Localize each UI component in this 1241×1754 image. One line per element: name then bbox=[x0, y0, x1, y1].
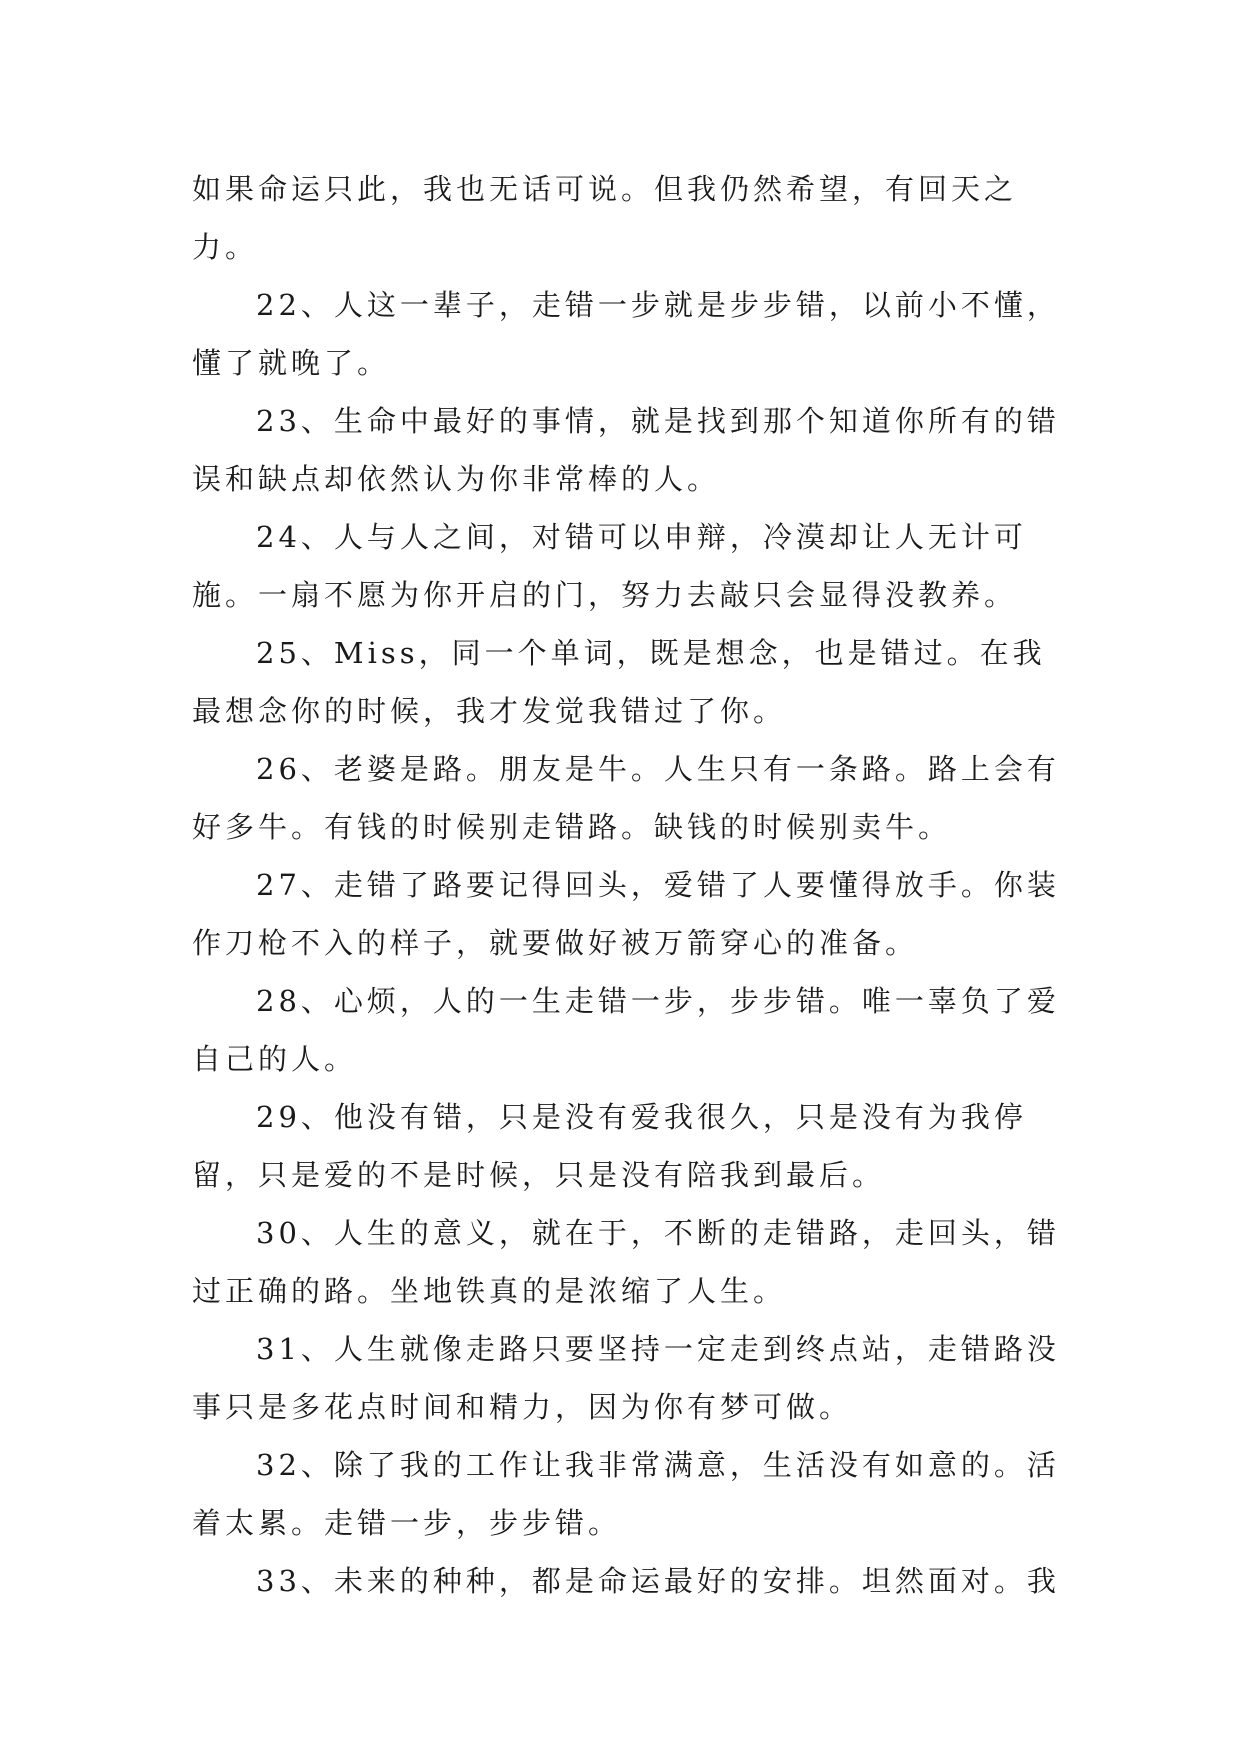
paragraph-29: 29、他没有错，只是没有爱我很久，只是没有为我停留，只是爱的不是时候，只是没有陪我到最后。 bbox=[192, 1100, 1027, 1192]
paragraph-24: 24、人与人之间，对错可以申辩，冷漠却让人无计可施。一扇不愿为你开启的门，努力去敲只会显得没教养。 bbox=[192, 520, 1027, 612]
paragraph-33: 33、未来的种种，都是命运最好的安排。坦然面对。我 bbox=[256, 1564, 1060, 1598]
paragraph-continuation: 如果命运只此，我也无话可说。但我仍然希望，有回天之力。 bbox=[192, 172, 1018, 264]
paragraph-26: 26、老婆是路。朋友是牛。人生只有一条路。路上会有好多牛。有钱的时候别走错路。缺钱的时候别卖牛。 bbox=[192, 752, 1060, 844]
paragraph-27: 27、走错了路要记得回头，爱错了人要懂得放手。你装作刀枪不入的样子，就要做好被万箭穿心的准备。 bbox=[192, 868, 1060, 960]
paragraph-30: 30、人生的意义，就在于，不断的走错路，走回头，错过正确的路。坐地铁真的是浓缩了人生。 bbox=[192, 1216, 1060, 1308]
paragraph-28: 28、心烦，人的一生走错一步，步步错。唯一辜负了爱自己的人。 bbox=[192, 984, 1060, 1076]
paragraph-22: 22、人这一辈子，走错一步就是步步错，以前小不懂，懂了就晚了。 bbox=[192, 288, 1060, 380]
paragraph-32: 32、除了我的工作让我非常满意，生活没有如意的。活着太累。走错一步，步步错。 bbox=[192, 1448, 1060, 1540]
document-body bbox=[192, 160, 1072, 1610]
paragraph-31: 31、人生就像走路只要坚持一定走到终点站，走错路没事只是多花点时间和精力，因为你有梦可做。 bbox=[192, 1332, 1060, 1424]
paragraph-25: 25、Miss，同一个单词，既是想念，也是错过。在我最想念你的时候，我才发觉我错过了你。 bbox=[192, 636, 1046, 728]
paragraph-23: 23、生命中最好的事情，就是找到那个知道你所有的错误和缺点却依然认为你非常棒的人。 bbox=[192, 404, 1060, 496]
